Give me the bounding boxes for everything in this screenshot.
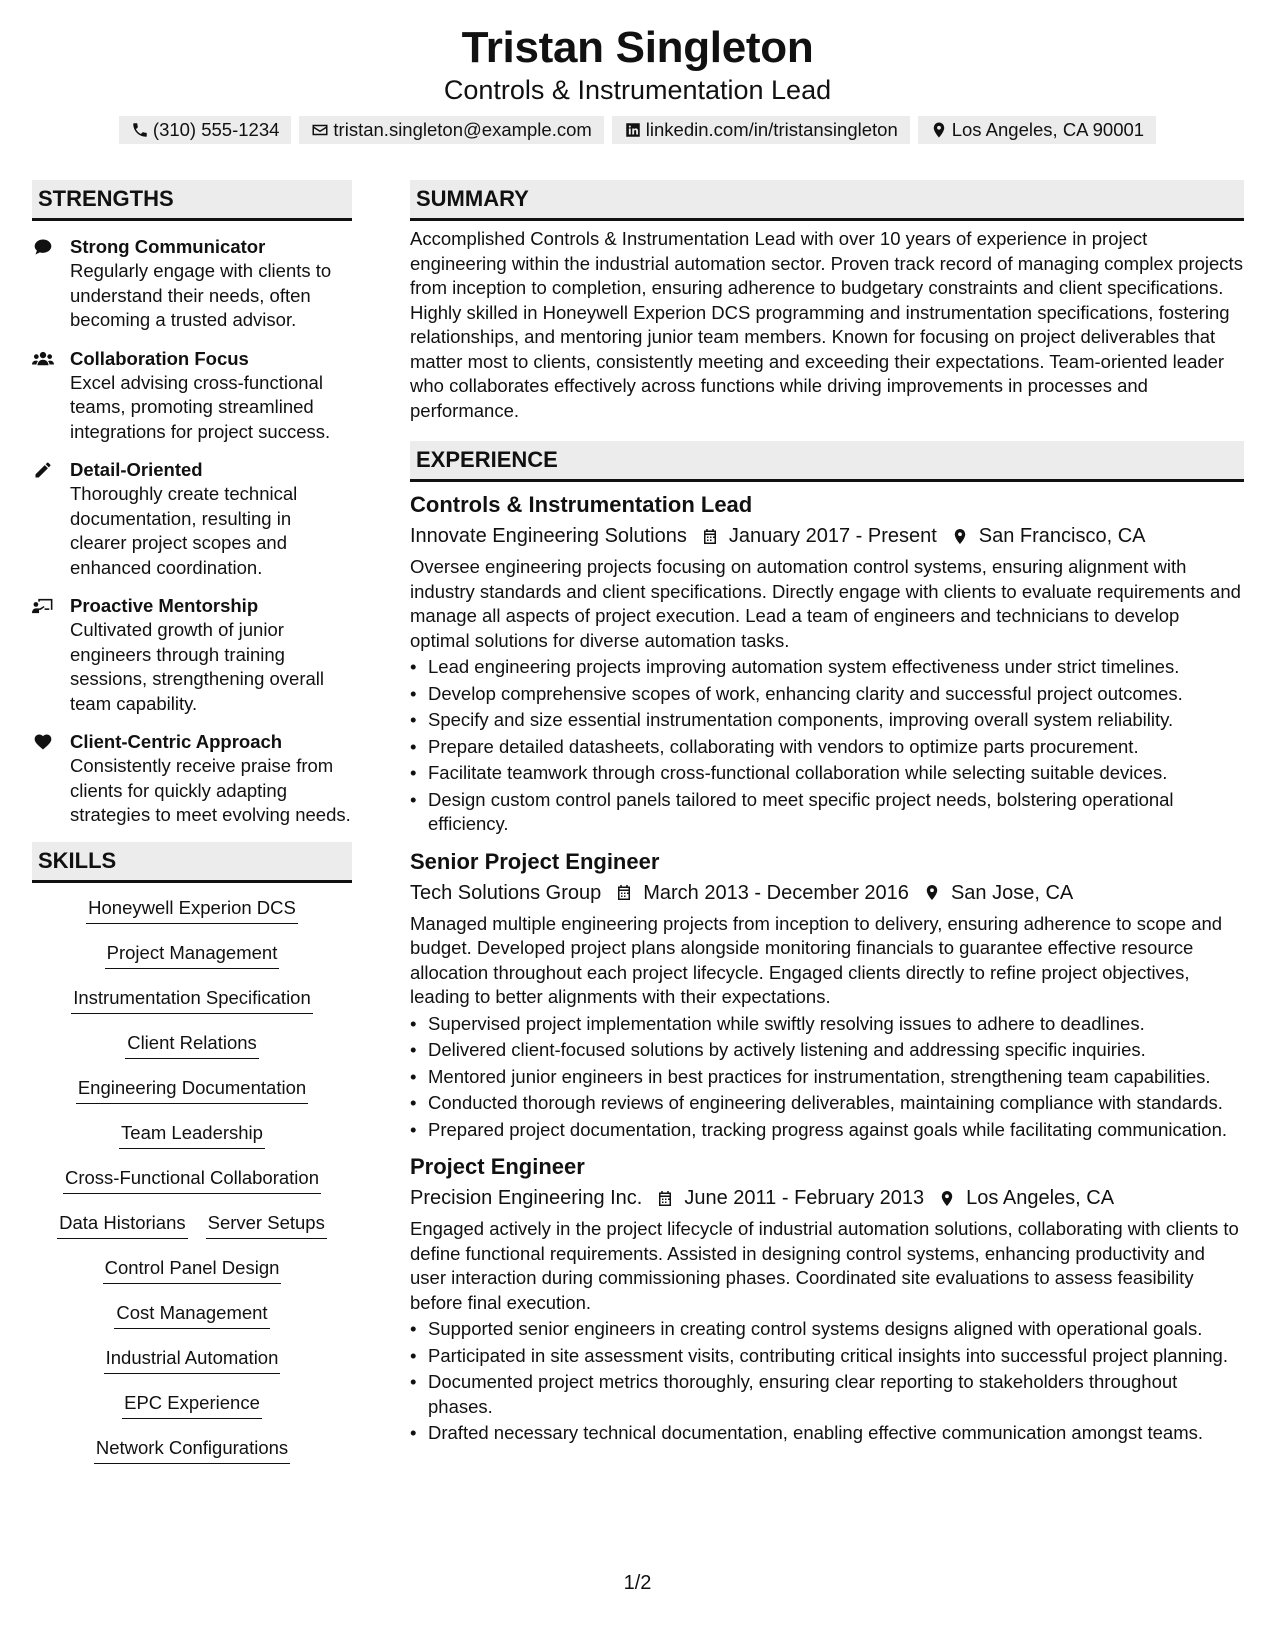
map-pin-icon [930,121,948,139]
bullet-item: • Specify and size essential instrumentation components, improving overall system reliability. [410,708,1244,733]
skill-row [32,1255,352,1300]
skill-tag: Industrial Automation [104,1345,281,1374]
candidate-title: Controls & Instrumentation Lead [443,75,832,105]
job-dates: January 2017 - Present [728,525,937,547]
strength-item [32,235,352,333]
summary-heading: SUMMARY [410,180,1244,221]
job-company: Precision Engineering Inc. [410,1187,643,1209]
strengths-heading: STRENGTHS [32,180,352,221]
contact-linkedin-text: linkedin.com/in/tristansingleton [645,119,898,140]
skill-tag: Engineering Documentation [76,1075,308,1104]
skill-tag: Client Relations [125,1030,259,1059]
skill-row [32,940,352,985]
strength-item [32,458,352,580]
bullet-item: • Supported senior engineers in creating control systems designs aligned with operational goals. [410,1317,1244,1342]
strength-desc: Thoroughly create technical documentation, resulting in clearer project scopes and enhanced coordination. [70,483,298,578]
job-entry [410,1152,1244,1446]
job-company: Tech Solutions Group [410,881,602,904]
skills-heading: SKILLS [32,842,352,883]
job-entry [410,847,1244,1143]
chalkboard-teacher-icon [32,596,54,616]
bullet-item: • Develop comprehensive scopes of work, enhancing clarity and successful project outcomes. [410,682,1244,707]
right-column [410,180,1244,1456]
strength-desc: Excel advising cross-functional teams, promoting streamlined integrations for project success. [70,371,331,442]
linkedin-icon [624,121,642,139]
job-meta [410,521,1244,551]
strength-item [32,730,352,828]
skill-tag: Cross-Functional Collaboration [63,1165,321,1194]
job-company: Innovate Engineering Solutions [410,525,687,547]
strength-desc: Regularly engage with clients to understand their needs, often becoming a trusted advisor. [70,260,332,330]
skill-tag: Project Management [105,940,280,969]
bullet-item: • Supervised project implementation while swiftly resolving issues to adhere to deadlines. [410,1012,1244,1037]
contact-phone [119,116,292,144]
strength-item [32,347,352,445]
experience-heading: EXPERIENCE [410,441,1244,482]
skill-tag: Data Historians [57,1210,187,1239]
contact-location-text: Los Angeles, CA 90001 [951,119,1145,140]
skills-list [32,895,352,1480]
skill-row [32,1435,352,1480]
job-description: Oversee engineering projects focusing on automation control systems, ensuring alignment with industry standards and client specifications. Directly engage with clients to evaluate requirements and manage all aspects of project execution. Lead a team of engineers and technicians to develop optimal solutions for diverse automation tasks. [410,556,1241,651]
calendar-icon [615,883,633,902]
left-column [32,180,352,1480]
page-indicator: 1/2 [623,1572,652,1594]
contact-email-text: tristan.singleton@example.com [333,119,592,140]
skill-row [32,1120,352,1165]
job-title: Project Engineer [410,1154,585,1179]
calendar-icon [701,527,719,546]
bullet-item: • Conducted thorough reviews of engineering deliverables, maintaining compliance with standards. [410,1091,1244,1116]
skill-tag: Cost Management [114,1300,269,1329]
job-entry [410,490,1244,837]
bullet-item: • Drafted necessary technical documentation, enabling effective communication amongst teams. [410,1421,1244,1446]
job-description: Engaged actively in the project lifecycle of industrial automation solutions, collaborating with clients to define functional requirements. Assisted in designing control systems, enhancing productivity and user interaction during commissioning phases. Coordinated site evaluations to assess feasibility before final execution. [410,1218,1239,1313]
skill-row [32,1300,352,1345]
map-pin-icon [951,527,969,546]
skill-row [32,1210,352,1255]
map-pin-icon [923,883,941,902]
contact-bar [0,116,1275,144]
skill-row [32,1345,352,1390]
resume-header [0,22,1275,144]
skill-row [32,895,352,940]
pencil-icon [32,460,54,480]
job-bullets [410,1012,1244,1143]
bullet-item: • Design custom control panels tailored to meet specific project needs, bolstering operational efficiency. [410,788,1244,837]
job-title: Senior Project Engineer [410,848,660,874]
job-dates: June 2011 - February 2013 [684,1187,925,1209]
bullet-item: • Mentored junior engineers in best practices for instrumentation, strengthening team capabilities. [410,1065,1244,1090]
skill-tag: Team Leadership [119,1120,265,1149]
contact-location [918,116,1156,144]
job-meta [410,1183,1244,1213]
skill-row [32,1390,352,1435]
skill-row [32,985,352,1030]
job-meta [410,878,1244,908]
job-bullets [410,655,1244,837]
skill-tag: Control Panel Design [103,1255,282,1284]
summary-text: Accomplished Controls & Instrumentation Lead with over 10 years of experience in project engineering within the industrial automation sector. Proven track record of managing complex projects from inception to completion, ensuring adherence to budgetary constraints and client specifications. Highly skilled in Honeywell Experion DCS programming and instrumentation specifications, fostering relationships, and mentoring junior team members. Known for focusing on project deliverables that matter most to clients, consistently meeting and exceeding their expectations. Team-oriented leader who collaborates effectively across functions while driving improvements in processes and performance. [410,228,1243,421]
candidate-name: Tristan Singleton [461,23,814,72]
job-location: San Francisco, CA [978,525,1146,547]
contact-linkedin[interactable] [612,116,910,144]
strength-title: Collaboration Focus [70,347,249,369]
bullet-item: • Documented project metrics thoroughly, ensuring clear reporting to stakeholders throughout phases. [410,1370,1244,1419]
contact-phone-text: (310) 555-1234 [152,119,280,140]
job-location: Los Angeles, CA [966,1187,1115,1209]
skill-tag: Network Configurations [94,1435,290,1464]
strength-item [32,594,352,716]
skill-tag: EPC Experience [122,1390,262,1419]
envelope-icon [311,121,329,139]
skill-tag: Instrumentation Specification [71,985,313,1014]
job-description: Managed multiple engineering projects from inception to delivery, ensuring adherence to scope and budget. Developed project plans alongside monitoring financials to guarantee effective resource allocation throughout each project lifecycle. Engaged clients directly to refine project objectives, leading to better alignments with their expectations. [410,912,1223,1007]
heart-icon [32,732,54,752]
job-dates: March 2013 - December 2016 [643,881,909,904]
contact-email[interactable] [299,116,603,144]
skill-tag: Server Setups [206,1210,327,1239]
users-icon [32,349,54,369]
job-bullets [410,1317,1244,1446]
bullet-item: • Participated in site assessment visits, contributing critical insights into successful project planning. [410,1344,1244,1369]
strength-title: Detail-Oriented [70,459,203,480]
skill-tag: Honeywell Experion DCS [86,895,298,924]
skill-row [32,1030,352,1075]
speech-bubble-icon [32,237,54,257]
strengths-list [32,235,352,828]
strength-desc: Consistently receive praise from clients for quickly adapting strategies to meet evolving needs. [70,755,351,825]
calendar-icon [656,1189,674,1208]
bullet-item: • Delivered client-focused solutions by actively listening and addressing specific inquiries. [410,1038,1244,1063]
strength-title: Proactive Mentorship [70,595,259,616]
phone-icon [131,121,149,139]
bullet-item: • Prepare detailed datasheets, collaborating with vendors to optimize parts procurement. [410,735,1244,760]
strength-desc: Cultivated growth of junior engineers through training sessions, strengthening overall team capability. [70,619,325,714]
strength-title: Strong Communicator [70,236,266,257]
skill-row [32,1165,352,1210]
bullet-item: • Prepared project documentation, tracking progress against goals while facilitating communication. [410,1118,1244,1143]
skill-row [32,1075,352,1120]
strength-title: Client-Centric Approach [70,731,283,752]
job-title: Controls & Instrumentation Lead [410,492,753,517]
bullet-item: • Lead engineering projects improving automation system effectiveness under strict timelines. [410,655,1244,680]
map-pin-icon [938,1189,956,1208]
job-location: San Jose, CA [950,881,1074,904]
bullet-item: • Facilitate teamwork through cross-functional collaboration while selecting suitable devices. [410,761,1244,786]
